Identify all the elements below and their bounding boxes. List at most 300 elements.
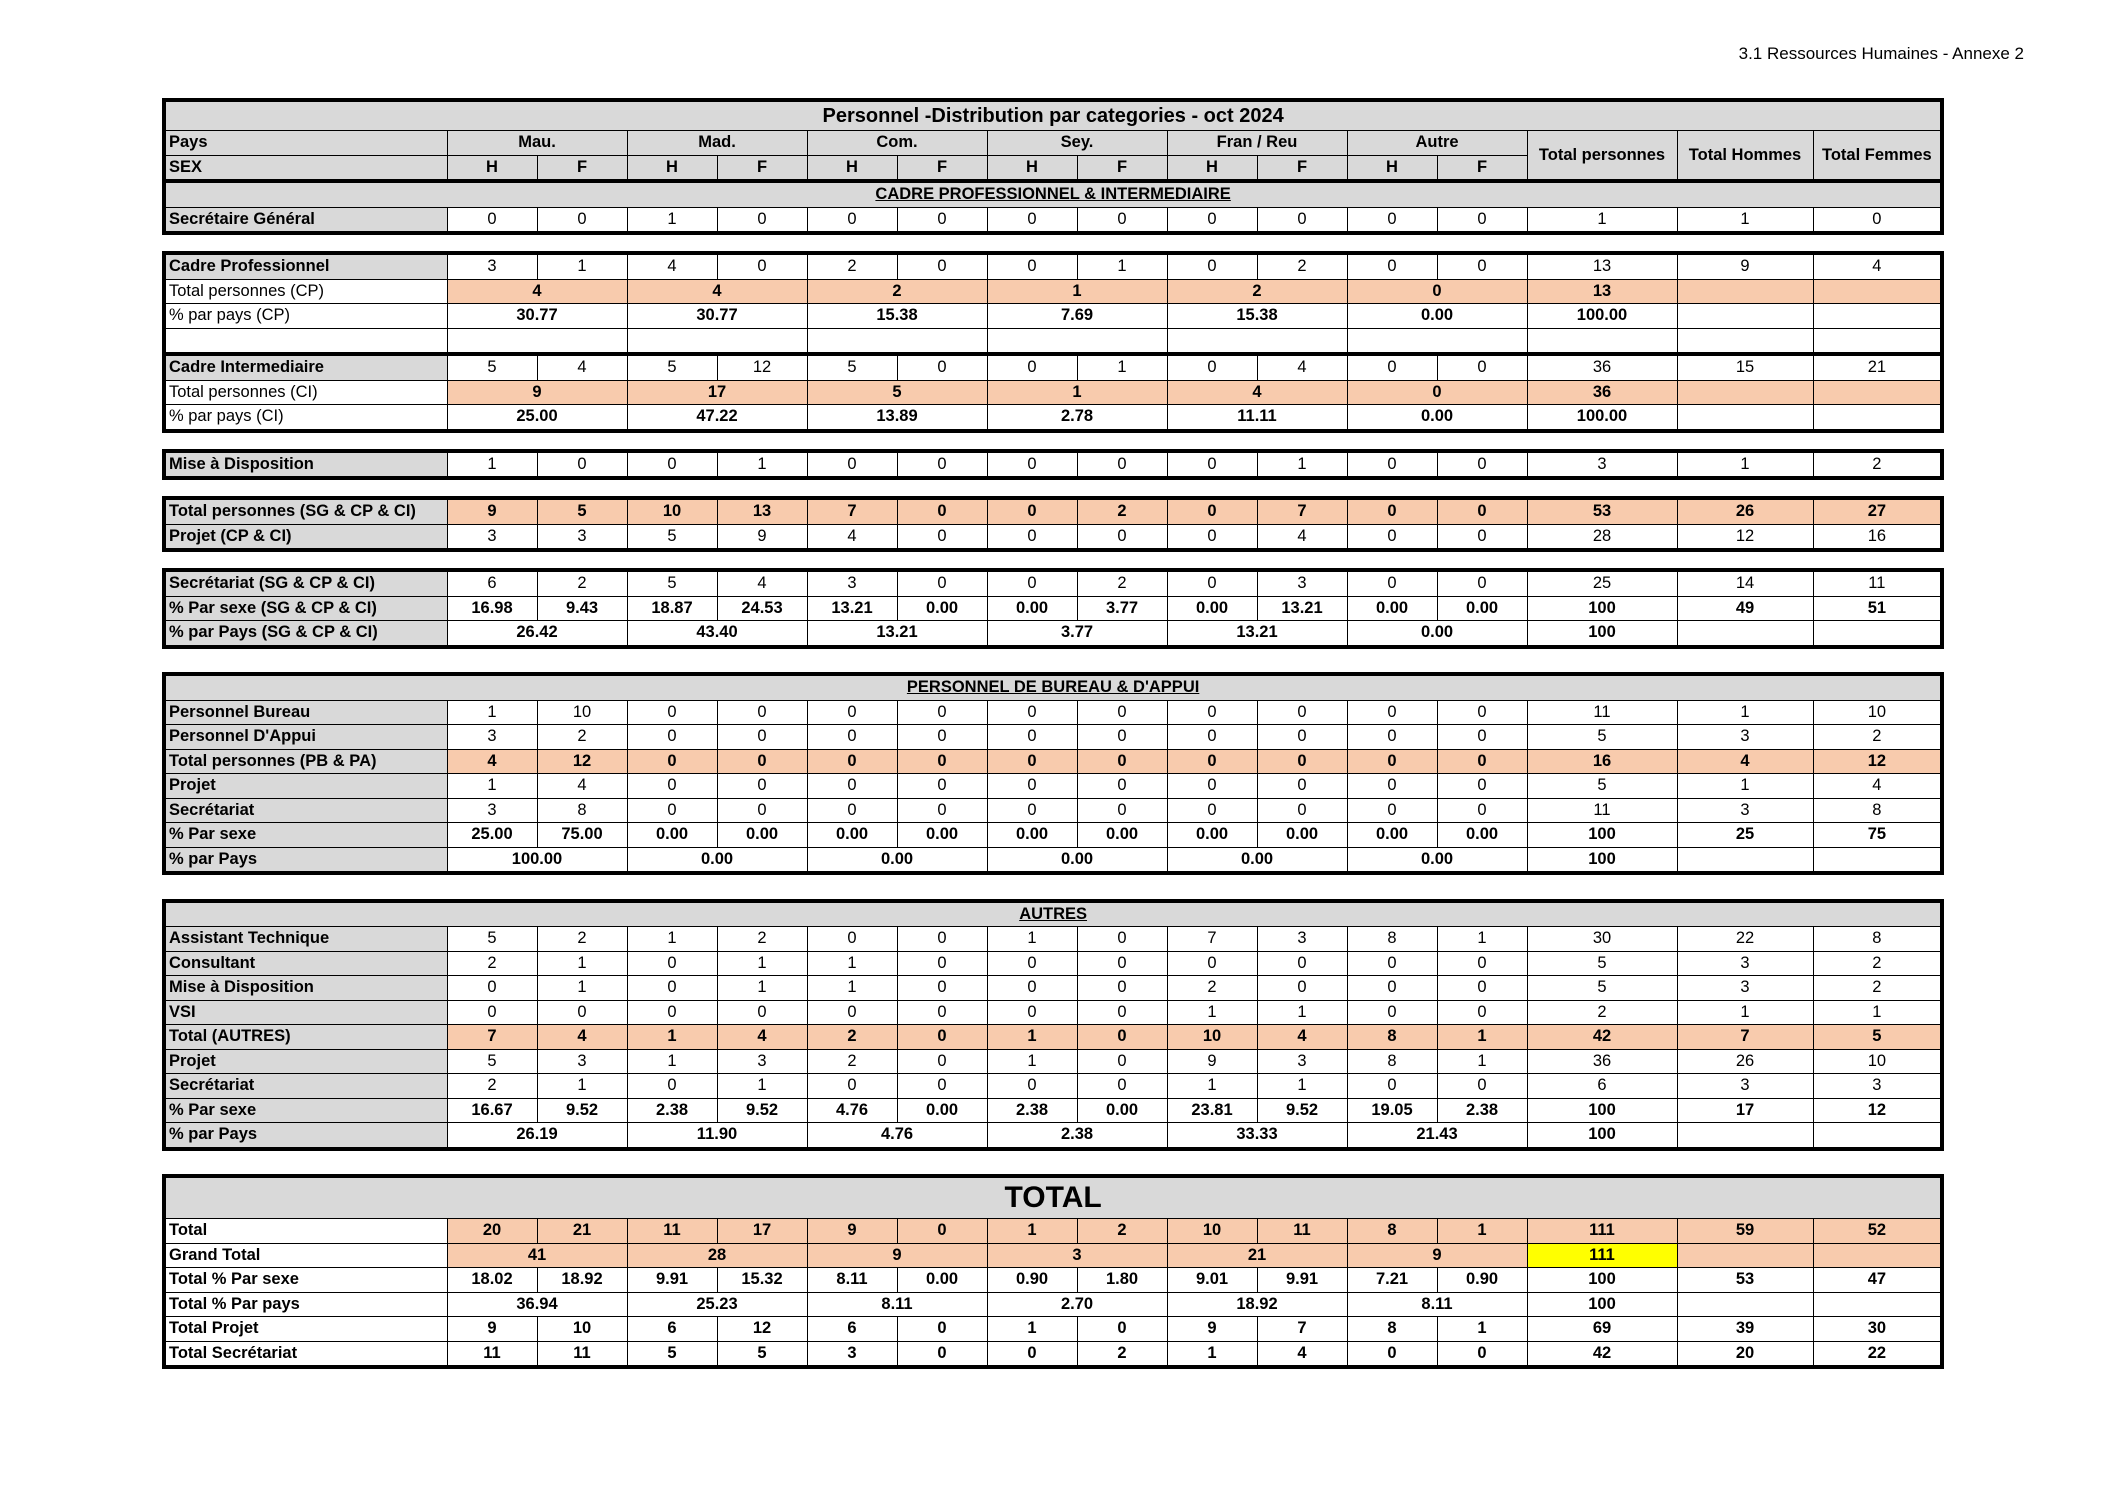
- empty-cell: [987, 328, 1167, 354]
- cell-value: 36: [1527, 1049, 1677, 1074]
- row-label: Grand Total: [164, 1243, 447, 1268]
- section-title: AUTRES: [164, 901, 1942, 927]
- cell-value: 3: [447, 524, 537, 550]
- cell-value: 3: [447, 798, 537, 823]
- spacer-row: [164, 873, 1942, 901]
- spacer: [164, 431, 1942, 451]
- cell-value: 7: [1677, 1025, 1813, 1050]
- cell-value: 7.69: [987, 304, 1167, 329]
- cell-value: 0: [1437, 498, 1527, 524]
- cell-value: 0: [987, 524, 1077, 550]
- cell-value: 75: [1813, 823, 1942, 848]
- cell-value: 0.00: [897, 823, 987, 848]
- cell-value: 5: [447, 927, 537, 952]
- cell-value: 0: [1813, 207, 1942, 233]
- cell-value: 4: [807, 524, 897, 550]
- cell-value: 1: [987, 1219, 1077, 1244]
- empty-cell: [1167, 328, 1347, 354]
- country-header: Fran / Reu: [1167, 131, 1347, 156]
- cell-value: 9.91: [627, 1268, 717, 1293]
- cell-value: 0: [1437, 976, 1527, 1001]
- cell-value: 5: [627, 354, 717, 380]
- cell-value: 22: [1677, 927, 1813, 952]
- cell-value: 4: [1813, 253, 1942, 279]
- cell-value: 9: [447, 498, 537, 524]
- cell-value: 0: [627, 951, 717, 976]
- cell-value: 47: [1813, 1268, 1942, 1293]
- table-row: [164, 1341, 1942, 1367]
- cell-value: 16.98: [447, 596, 537, 621]
- table-row: [164, 774, 1942, 799]
- cell-value: 9: [1167, 1049, 1257, 1074]
- cell-value: 0: [627, 1000, 717, 1025]
- cell-value: 0: [1167, 253, 1257, 279]
- cell-value: 0: [1167, 725, 1257, 750]
- title-row: [164, 100, 1942, 131]
- empty-cell: [1677, 1292, 1813, 1317]
- row-label: Secrétaire Général: [164, 207, 447, 233]
- table-row: [164, 1317, 1942, 1342]
- cell-value: 9.52: [537, 1098, 627, 1123]
- cell-value: 1: [1527, 207, 1677, 233]
- cell-value: 3: [1257, 927, 1347, 952]
- cell-value: 0: [447, 976, 537, 1001]
- empty-cell: [1813, 621, 1942, 647]
- cell-value: 3.77: [1077, 596, 1167, 621]
- cell-value: 0: [897, 951, 987, 976]
- cell-value: 8: [1347, 1049, 1437, 1074]
- page-header-note: 3.1 Ressources Humaines - Annexe 2: [1738, 44, 2024, 63]
- distribution-table: [162, 98, 1944, 1369]
- cell-value: 3: [1677, 798, 1813, 823]
- cell-value: 7: [1257, 498, 1347, 524]
- cell-value: 49: [1677, 596, 1813, 621]
- cell-value: 10: [627, 498, 717, 524]
- cell-value: 21: [1167, 1243, 1347, 1268]
- cell-value: 0: [717, 749, 807, 774]
- cell-value: 0: [1077, 1025, 1167, 1050]
- table-row: [164, 823, 1942, 848]
- cell-value: 0.00: [1167, 596, 1257, 621]
- cell-value: 2: [1813, 951, 1942, 976]
- cell-value: 0: [807, 700, 897, 725]
- cell-value: 2: [447, 1074, 537, 1099]
- cell-value: 1: [1437, 1317, 1527, 1342]
- row-label: Mise à Disposition: [164, 976, 447, 1001]
- cell-value: 0: [1077, 1000, 1167, 1025]
- row-label: Total (AUTRES): [164, 1025, 447, 1050]
- cell-value: 0: [987, 253, 1077, 279]
- cell-value: 6: [447, 570, 537, 596]
- cell-value: 0: [447, 207, 537, 233]
- cell-value: 1: [537, 951, 627, 976]
- cell-value: 1: [627, 1049, 717, 1074]
- cell-value: 0: [1077, 976, 1167, 1001]
- row-label: % par Pays: [164, 1123, 447, 1149]
- cell-value: 0: [1167, 774, 1257, 799]
- cell-value: 53: [1677, 1268, 1813, 1293]
- cell-value: 7: [447, 1025, 537, 1050]
- cell-value: 0: [1347, 570, 1437, 596]
- sex-header-h: H: [807, 155, 897, 181]
- table-row: [164, 798, 1942, 823]
- cell-value: 100.00: [1527, 405, 1677, 431]
- cell-value: 7: [1257, 1317, 1347, 1342]
- sex-header-h: H: [447, 155, 537, 181]
- cell-value: 42: [1527, 1025, 1677, 1050]
- cell-value: 11: [627, 1219, 717, 1244]
- cell-value: 3: [807, 1341, 897, 1367]
- cell-value: 3: [447, 725, 537, 750]
- cell-value: 1: [1167, 1000, 1257, 1025]
- cell-value: 13.21: [1257, 596, 1347, 621]
- cell-value: 0: [1257, 798, 1347, 823]
- cell-value: 28: [1527, 524, 1677, 550]
- cell-value: 18.02: [447, 1268, 537, 1293]
- cell-value: 0: [1077, 524, 1167, 550]
- row-label: % Par sexe: [164, 823, 447, 848]
- cell-value: 0: [987, 700, 1077, 725]
- cell-value: 1: [1167, 1341, 1257, 1367]
- sex-header-f: F: [1077, 155, 1167, 181]
- table-row: [164, 451, 1942, 479]
- cell-value: 0: [1437, 798, 1527, 823]
- cell-value: 9.01: [1167, 1268, 1257, 1293]
- cell-value: 0.00: [1347, 847, 1527, 873]
- cell-value: 9: [807, 1219, 897, 1244]
- cell-value: 3: [447, 253, 537, 279]
- cell-value: 5: [1527, 976, 1677, 1001]
- cell-value: 2.38: [627, 1098, 717, 1123]
- cell-value: 11: [1527, 700, 1677, 725]
- cell-value: 0: [627, 1074, 717, 1099]
- sex-header-h: H: [987, 155, 1077, 181]
- cell-value: 0: [537, 451, 627, 479]
- cell-value: 1: [447, 451, 537, 479]
- cell-value: 0: [897, 498, 987, 524]
- section-header-row: [164, 674, 1942, 700]
- cell-value: 0: [897, 1317, 987, 1342]
- section-title: PERSONNEL DE BUREAU & D'APPUI: [164, 674, 1942, 700]
- country-header: Sey.: [987, 131, 1167, 156]
- cell-value: 0: [987, 725, 1077, 750]
- cell-value: 100: [1527, 847, 1677, 873]
- cell-value: 12: [1813, 749, 1942, 774]
- table-row: [164, 700, 1942, 725]
- cell-value: 5: [627, 1341, 717, 1367]
- cell-value: 0: [1077, 1074, 1167, 1099]
- cell-value: 0: [987, 951, 1077, 976]
- cell-value: 0.00: [1347, 823, 1437, 848]
- section-header-row: [164, 901, 1942, 927]
- cell-value: 13: [1527, 279, 1677, 304]
- cell-value: 0: [807, 1074, 897, 1099]
- cell-value: 2.38: [987, 1123, 1167, 1149]
- cell-value: 1: [987, 380, 1167, 405]
- cell-value: 1: [1813, 1000, 1942, 1025]
- cell-value: 10: [1813, 1049, 1942, 1074]
- table-row: [164, 951, 1942, 976]
- table-row: [164, 570, 1942, 596]
- empty-cell: [807, 328, 987, 354]
- cell-value: 0: [1437, 1341, 1527, 1367]
- empty-cell: [1527, 328, 1677, 354]
- cell-value: 1: [987, 1049, 1077, 1074]
- total-femmes-header: Total Femmes: [1813, 131, 1942, 182]
- cell-value: 0: [1347, 451, 1437, 479]
- cell-value: 2: [1077, 1341, 1167, 1367]
- cell-value: 3: [1677, 976, 1813, 1001]
- cell-value: 0.00: [1257, 823, 1347, 848]
- cell-value: 9: [447, 380, 627, 405]
- spacer-row: [164, 431, 1942, 451]
- cell-value: 0: [1167, 570, 1257, 596]
- cell-value: 4: [1257, 524, 1347, 550]
- cell-value: 0: [1257, 725, 1347, 750]
- cell-value: 10: [537, 700, 627, 725]
- cell-value: 0.00: [1347, 621, 1527, 647]
- cell-value: 0: [987, 1074, 1077, 1099]
- cell-value: 3: [1257, 570, 1347, 596]
- cell-value: 0: [987, 1000, 1077, 1025]
- cell-value: 8: [1347, 1219, 1437, 1244]
- table-row: [164, 847, 1942, 873]
- cell-value: 2: [1813, 976, 1942, 1001]
- empty-cell: [1813, 304, 1942, 329]
- cell-value: 9: [807, 1243, 987, 1268]
- cell-value: 8: [1347, 1025, 1437, 1050]
- cell-value: 0: [717, 798, 807, 823]
- cell-value: 0: [987, 1341, 1077, 1367]
- cell-value: 0: [987, 798, 1077, 823]
- cell-value: 0: [897, 1074, 987, 1099]
- country-header: Mad.: [627, 131, 807, 156]
- table-row: [164, 1049, 1942, 1074]
- cell-value: 0: [1437, 451, 1527, 479]
- cell-value: 100: [1527, 823, 1677, 848]
- cell-value: 0.00: [1437, 823, 1527, 848]
- cell-value: 1: [1077, 253, 1167, 279]
- cell-value: 8.11: [1347, 1292, 1527, 1317]
- cell-value: 2.38: [987, 1098, 1077, 1123]
- row-label: % par pays (CI): [164, 405, 447, 431]
- cell-value: 1: [987, 1025, 1077, 1050]
- sex-header-f: F: [1437, 155, 1527, 181]
- cell-value: 3: [1677, 1074, 1813, 1099]
- cell-value: 0.00: [1077, 1098, 1167, 1123]
- cell-value: 30.77: [627, 304, 807, 329]
- cell-value: 0: [897, 976, 987, 1001]
- table-row: [164, 1268, 1942, 1293]
- empty-cell: [1677, 328, 1813, 354]
- cell-value: 13.89: [807, 405, 987, 431]
- row-label: Total: [164, 1219, 447, 1244]
- cell-value: 5: [807, 380, 987, 405]
- empty-cell: [1677, 304, 1813, 329]
- cell-value: 0: [1347, 279, 1527, 304]
- spacer: [164, 647, 1942, 675]
- cell-value: 0: [807, 725, 897, 750]
- section-header-row: [164, 181, 1942, 207]
- table-row: [164, 596, 1942, 621]
- cell-value: 0.00: [1437, 596, 1527, 621]
- table-row: [164, 1025, 1942, 1050]
- cell-value: 0.00: [807, 823, 897, 848]
- cell-value: 0: [1077, 207, 1167, 233]
- row-label: Projet: [164, 774, 447, 799]
- cell-value: 0: [1437, 207, 1527, 233]
- cell-value: 0: [1257, 207, 1347, 233]
- cell-value: 20: [447, 1219, 537, 1244]
- cell-value: 3: [537, 1049, 627, 1074]
- row-label: Secrétariat: [164, 1074, 447, 1099]
- cell-value: 0: [717, 725, 807, 750]
- empty-cell: [1813, 279, 1942, 304]
- cell-value: 0: [627, 451, 717, 479]
- cell-value: 0: [627, 725, 717, 750]
- cell-value: 1: [1077, 354, 1167, 380]
- cell-value: 0: [897, 725, 987, 750]
- cell-value: 3: [717, 1049, 807, 1074]
- cell-value: 13.21: [807, 596, 897, 621]
- cell-value: 0.90: [987, 1268, 1077, 1293]
- cell-value: 4: [1167, 380, 1347, 405]
- cell-value: 0: [807, 451, 897, 479]
- cell-value: 2.78: [987, 405, 1167, 431]
- cell-value: 4: [627, 253, 717, 279]
- cell-value: 9: [717, 524, 807, 550]
- cell-value: 0: [1437, 524, 1527, 550]
- cell-value: 2: [1077, 498, 1167, 524]
- cell-value: 0: [807, 1000, 897, 1025]
- cell-value: 0: [897, 700, 987, 725]
- cell-value: 5: [627, 524, 717, 550]
- row-label: Mise à Disposition: [164, 451, 447, 479]
- cell-value: 1: [807, 951, 897, 976]
- cell-value: 1: [447, 774, 537, 799]
- cell-value: 17: [627, 380, 807, 405]
- cell-value: 18.92: [1167, 1292, 1347, 1317]
- cell-value: 8.11: [807, 1268, 897, 1293]
- cell-value: 5: [807, 354, 897, 380]
- cell-value: 26.19: [447, 1123, 627, 1149]
- cell-value: 100.00: [1527, 304, 1677, 329]
- cell-value: 7: [807, 498, 897, 524]
- cell-value: 0: [1167, 524, 1257, 550]
- blank-row: [164, 328, 1942, 354]
- cell-value: 0: [897, 1000, 987, 1025]
- spacer: [164, 550, 1942, 570]
- cell-value: 3: [807, 570, 897, 596]
- cell-value: 9.52: [1257, 1098, 1347, 1123]
- cell-value: 4: [447, 749, 537, 774]
- cell-value: 0: [807, 774, 897, 799]
- cell-value: 4: [537, 1025, 627, 1050]
- table-row: [164, 524, 1942, 550]
- cell-value: 9.43: [537, 596, 627, 621]
- cell-value: 15: [1677, 354, 1813, 380]
- cell-value: 52: [1813, 1219, 1942, 1244]
- cell-value: 2.70: [987, 1292, 1167, 1317]
- row-label: Total personnes (SG & CP & CI): [164, 498, 447, 524]
- cell-value: 2: [807, 1049, 897, 1074]
- cell-value: 11.11: [1167, 405, 1347, 431]
- cell-value: 11: [447, 1341, 537, 1367]
- cell-value: 7.21: [1347, 1268, 1437, 1293]
- total-hommes-header: Total Hommes: [1677, 131, 1813, 182]
- cell-value: 2: [807, 1025, 897, 1050]
- cell-value: 41: [447, 1243, 627, 1268]
- cell-value: 12: [1813, 1098, 1942, 1123]
- cell-value: 2: [1077, 570, 1167, 596]
- cell-value: 5: [537, 498, 627, 524]
- cell-value: 2: [1077, 1219, 1167, 1244]
- cell-value: 8.11: [807, 1292, 987, 1317]
- cell-value: 3: [1527, 451, 1677, 479]
- cell-value: 0: [1347, 976, 1437, 1001]
- cell-value: 100: [1527, 596, 1677, 621]
- cell-value: 75.00: [537, 823, 627, 848]
- cell-value: 0: [897, 774, 987, 799]
- cell-value: 3: [1813, 1074, 1942, 1099]
- cell-value: 1: [807, 976, 897, 1001]
- empty-cell: [1677, 621, 1813, 647]
- cell-value: 8: [1813, 798, 1942, 823]
- empty-cell: [1677, 380, 1813, 405]
- cell-value: 2: [537, 570, 627, 596]
- cell-value: 10: [537, 1317, 627, 1342]
- cell-value: 20: [1677, 1341, 1813, 1367]
- section-title: TOTAL: [164, 1176, 1942, 1219]
- table-row: [164, 207, 1942, 233]
- cell-value: 9.91: [1257, 1268, 1347, 1293]
- row-label: Total personnes (CI): [164, 380, 447, 405]
- cell-value: 2: [807, 279, 987, 304]
- cell-value: 0: [1077, 774, 1167, 799]
- cell-value: 100: [1527, 1268, 1677, 1293]
- cell-value: 10: [1167, 1219, 1257, 1244]
- cell-value: 0.00: [1347, 596, 1437, 621]
- cell-value: 0: [1077, 749, 1167, 774]
- cell-value: 1: [987, 1317, 1077, 1342]
- cell-value: 0: [1167, 700, 1257, 725]
- cell-value: 0: [987, 498, 1077, 524]
- cell-value: 0: [717, 1000, 807, 1025]
- row-label: % par Pays: [164, 847, 447, 873]
- sex-header-f: F: [1257, 155, 1347, 181]
- cell-value: 15.38: [807, 304, 987, 329]
- cell-value: 0: [1347, 1000, 1437, 1025]
- row-label: Total personnes (PB & PA): [164, 749, 447, 774]
- cell-value: 26: [1677, 1049, 1813, 1074]
- cell-value: 0: [1347, 524, 1437, 550]
- cell-value: 2: [447, 951, 537, 976]
- cell-value: 0: [807, 798, 897, 823]
- row-label: Total % Par pays: [164, 1292, 447, 1317]
- cell-value: 27: [1813, 498, 1942, 524]
- cell-value: 21.43: [1347, 1123, 1527, 1149]
- cell-value: 25.00: [447, 405, 627, 431]
- cell-value: 10: [1167, 1025, 1257, 1050]
- table-title: Personnel -Distribution par categories - oct 2024: [164, 100, 1942, 131]
- cell-value: 0: [1167, 749, 1257, 774]
- cell-value: 51: [1813, 596, 1942, 621]
- cell-value: 9: [447, 1317, 537, 1342]
- cell-value: 0: [1437, 725, 1527, 750]
- spacer-row: [164, 1149, 1942, 1177]
- table-row: [164, 621, 1942, 647]
- cell-value: 0: [1167, 207, 1257, 233]
